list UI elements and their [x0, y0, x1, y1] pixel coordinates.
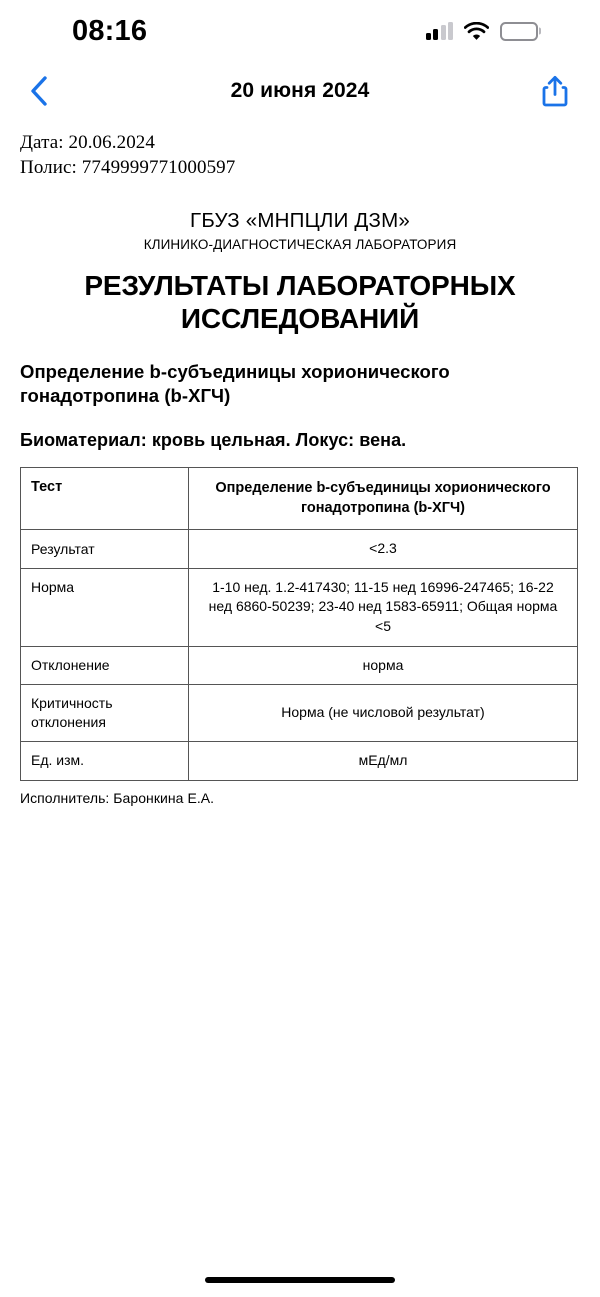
share-button[interactable] [538, 73, 572, 109]
results-table [20, 467, 578, 781]
status-bar [0, 0, 600, 62]
chevron-left-icon [30, 76, 48, 106]
document-meta [20, 130, 580, 180]
page-title: 20 июня 2024 [230, 79, 370, 102]
performer-line: Исполнитель: Баронкина Е.А. [20, 789, 215, 806]
table-cell-value: норма [189, 646, 578, 685]
battery-icon [500, 22, 538, 41]
meta-date: Дата: 20.06.2024 [20, 132, 155, 153]
table-cell-value: <2.3 [189, 530, 578, 569]
status-bar-icons [426, 22, 539, 41]
navigation-bar [0, 62, 600, 120]
document-title: РЕЗУЛЬТАТЫ ЛАБОРАТОРНЫХ ИССЛЕДОВАНИЙ [84, 270, 516, 335]
table-cell-label: Результат [21, 530, 189, 569]
share-icon [542, 75, 568, 107]
meta-policy: Полис: 7749999771000597 [20, 157, 236, 179]
table-cell-value: мЕд/мл [189, 741, 578, 780]
table-cell-value: Определение b-субъединицы хорионического гонадотропина (b-ХГЧ) [189, 467, 578, 530]
cellular-signal-icon [426, 22, 454, 40]
table-cell-value: 1-10 нед. 1.2-417430; 11-15 нед 16996-247465; 16-22 нед 6860-50239; 23-40 нед 1583-65911; Общая норма <5 [189, 568, 578, 646]
table-cell-label: Критичность отклонения [21, 685, 189, 742]
table-row [21, 467, 578, 530]
table-cell-label: Ед. изм. [21, 741, 189, 780]
status-bar-time: 08:16 [72, 14, 148, 47]
home-indicator[interactable] [205, 1277, 395, 1283]
table-row [21, 646, 578, 685]
table-cell-value: Норма (не числовой результат) [189, 685, 578, 742]
table-row [21, 685, 578, 742]
table-row [21, 741, 578, 780]
biomaterial-line: Биоматериал: кровь цельная. Локус: вена. [20, 430, 407, 451]
organization-name: ГБУЗ «МНПЦЛИ ДЗМ» [190, 209, 410, 233]
organization-block [20, 208, 580, 253]
test-name-heading: Определение b-субъединицы хорионического гонадотропина (b-ХГЧ) [20, 360, 450, 406]
back-button[interactable] [22, 74, 56, 108]
table-row [21, 530, 578, 569]
table-cell-label: Тест [21, 467, 189, 530]
wifi-icon [464, 22, 489, 41]
document-body [0, 130, 600, 806]
table-row [21, 568, 578, 646]
table-cell-label: Норма [21, 568, 189, 646]
organization-subtitle: КЛИНИКО-ДИАГНОСТИЧЕСКАЯ ЛАБОРАТОРИЯ [143, 236, 457, 252]
table-cell-label: Отклонение [21, 646, 189, 685]
